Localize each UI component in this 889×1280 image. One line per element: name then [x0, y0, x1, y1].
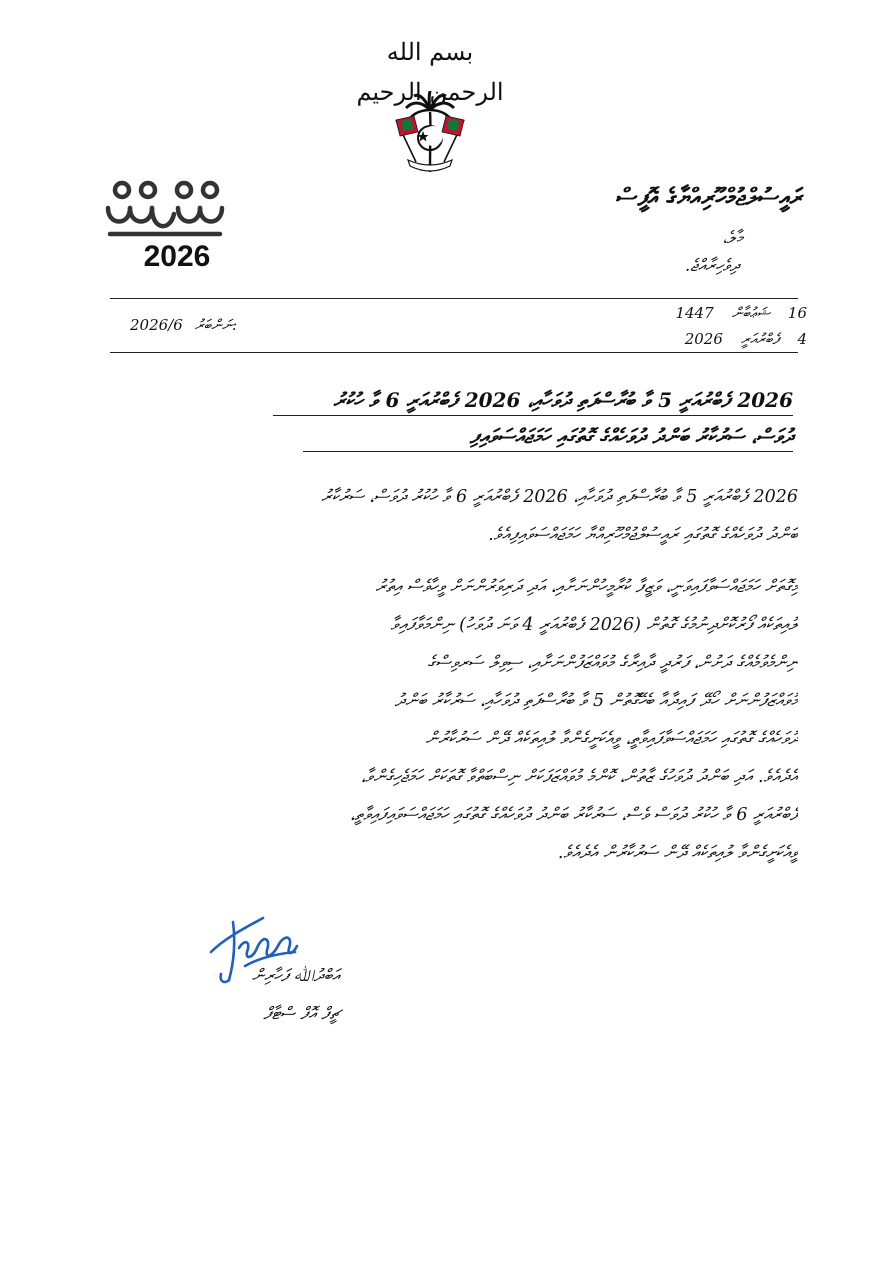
hijri-date: [587, 304, 807, 322]
greg-month: ފެބްރުއަރީ: [740, 330, 780, 348]
logo-wordmark-icon: [100, 178, 230, 240]
paragraph-2-line: ލުއިތަކެއް ފޯރުކޮށްދިނުމުގެ ގޮތުން (2026 ފެބްރުއަރީ 4 ވަނަ ދުވަހު) ނިންމަވާފައިވާ: [390, 615, 798, 635]
reference-value: 2026/6: [130, 316, 183, 334]
paragraph-2-line: އެދެއެވެ. އަދި ބަންދު ދުވަހުގެ ޒާތުން، ކޮންމެ މުވައްޒަފަކަށް ނިސްބަތްވާ ގޮތަކަށް ހަމަޖެހިގެންވާ،: [360, 767, 798, 787]
logo-year: 2026: [143, 240, 211, 273]
body-paragraph-2: [108, 568, 798, 872]
signer-title: ޗީފް އޮފް ސްޓާފް: [263, 1004, 340, 1024]
greg-day: 4: [797, 330, 807, 348]
reference-label: ނަންބަރު:: [194, 316, 238, 334]
hijri-day: 16: [787, 304, 807, 322]
paragraph-2-line: ނިންމެވުމެއްގެ ދަށުން، ފަރުދީ ދާއިރާގެ މުވައްޒަފުންނަށާއި، ސިވިލް ސަރވިސްގެ: [427, 653, 798, 673]
office-city: މާލެ،: [722, 228, 744, 248]
hijri-year: 1447: [675, 304, 714, 322]
signer-name: އަބްދުﷲ ފަހާރިން: [251, 966, 340, 986]
office-country: ދިވެހިރާއްޖެ.: [684, 256, 739, 276]
paragraph-2-line: ފެބްރުއަރީ 6 ވާ ހުކުރު ދުވަސް ވެސް، ސަރުކާރު ބަންދު ދުވަހެއްގެ ގޮތުގައި ހަމަޖައްސަވައިފައިވާތީ،: [350, 805, 798, 825]
greg-year: 2026: [684, 330, 723, 348]
reference-number: [118, 316, 318, 334]
paragraph-2-line: މިގޮތަށް ހަމަޖައްސަވާފައިވަނީ، ވަޒީފާ ކުރާމީހުންނަށާއި، އަދި ދަރިވަރުންނަށް ވީހާވެސް އިތުރު: [375, 577, 798, 597]
national-emblem-icon: [390, 90, 470, 178]
paragraph-1-line: ބަންދު ދުވަހެއްގެ ގޮތުގައި ރައީސުލްޖުމްހޫރިއްޔާ ހަމަޖައްސަވައިފިއެވެ.: [488, 525, 798, 545]
press-release-title-line2: ދުވަސް، ސަރުކާރު ބަންދު ދުވަހެއްގެ ގޮތުގައި ހަމަޖައްސަވައިފި: [303, 424, 793, 452]
paragraph-2-line: ވީއެކަށީގެންވާ ލުއިތަކެއް ދޭން ސަރުކާރުން އެދެއެވެ.: [557, 843, 798, 863]
paragraph-2-line: މުވައްޒަފުންނަށް ހޯދޭ ފައިދާއާ ބެހޭގޮތުން 5 ވާ ބުރާސްފަތި ދުވަހާއި، ސަރުކާރު ބަންދު: [394, 691, 798, 711]
header-divider-top: [110, 298, 798, 299]
press-release-title-line1: 2026 ފެބްރުއަރީ 5 ވާ ބުރާސްފަތި ދުވަހާއި، 2026 ފެބްރުއަރީ 6 ވާ ހުކުރު: [273, 388, 793, 416]
gregorian-date: [587, 330, 807, 348]
paragraph-2-line: ދުވަހެއްގެ ގޮތުގައި ހަމަޖައްސަވާފައިވާތީ، ވީއެކަށީގެންވާ ލުއިތަކެއް ދޭން ސަރުކާރުން: [425, 729, 798, 749]
office-name: ރައީސުލްޖުމްހޫރިއްޔާގެ އޮފީސް: [616, 182, 804, 211]
header-divider-bottom: [110, 352, 798, 353]
paragraph-1-line: 2026 ފެބްރުއަރީ 5 ވާ ބުރާސްފަތި ދުވަހާއި، 2026 ފެބްރުއަރީ 6 ވާ ހުކުރު ދުވަސް، ސަރުކާރު: [321, 487, 798, 507]
hijri-month: ޝަޢުބާން: [731, 304, 770, 322]
body-paragraph-1: [108, 478, 798, 554]
bismillah-calligraphy: بسم الله الرحمن الرحيم: [356, 38, 504, 106]
